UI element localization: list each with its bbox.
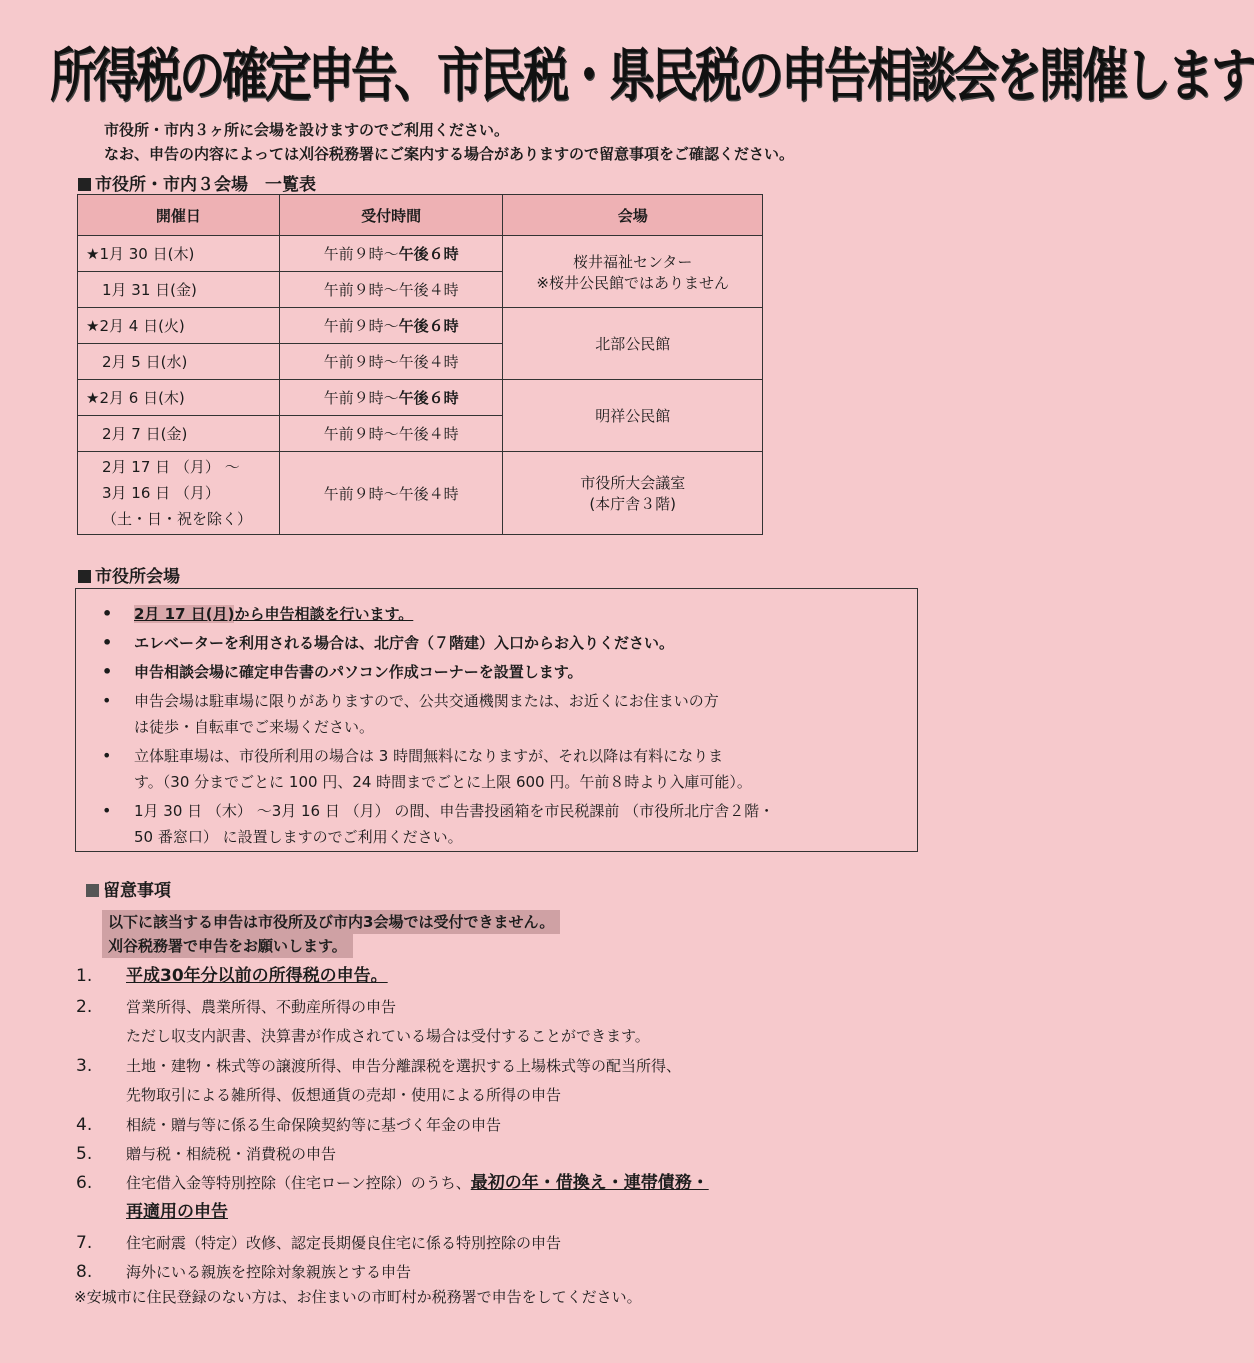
date-cell: ★1月 30 日(木) (78, 236, 280, 272)
city-hall-info-box (75, 588, 918, 852)
time-cell: 午前９時～午後４時 (279, 452, 503, 535)
list-item: 8. 海外にいる親族を控除対象親族とする申告 (76, 1262, 412, 1282)
date-cell: ★2月 6 日(木) (78, 380, 280, 416)
date-cell: 2月 17 日 （月） ～ 3月 16 日 （月） （土・日・祝を除く） (78, 452, 280, 535)
date-cell: ★2月 4 日(火) (78, 308, 280, 344)
table-row (78, 380, 763, 416)
list-item: 1. 平成30年分以前の所得税の申告。 (76, 966, 388, 986)
city-hall-section-heading: 市役所会場 (78, 562, 180, 587)
notice-line: 以下に該当する申告は市役所及び市内3会場では受付できません。 (102, 910, 560, 934)
list-item: 4. 相続・贈与等に係る生命保険契約等に基づく年金の申告 (76, 1115, 502, 1135)
table-row (78, 452, 763, 535)
time-cell: 午前９時～午後４時 (279, 344, 503, 380)
intro-line: なお、申告の内容によっては刈谷税務署にご案内する場合がありますので留意事項をご確認ください。 (104, 145, 795, 163)
venue-cell-meisho: 明祥公民館 (503, 380, 763, 452)
intro-text (104, 118, 794, 166)
venue-section-heading: 市役所・市内３会場 一覧表 (78, 170, 316, 195)
city-hall-bullet-list (96, 601, 906, 853)
list-item: • 申告相談会場に確定申告書のパソコン作成コーナーを設置します。 (96, 659, 906, 685)
time-cell: 午前９時～午後６時 (279, 308, 503, 344)
square-bullet-icon (78, 570, 91, 583)
time-cell: 午前９時～午後６時 (279, 380, 503, 416)
list-item: • エレベーターを利用される場合は、北庁舎（７階建）入口からお入りください。 (96, 630, 906, 656)
date-cell: 2月 7 日(金) (78, 416, 280, 452)
column-header-venue: 会場 (503, 195, 763, 236)
list-item: • 申告会場は駐車場に限りがありますので、公共交通機関または、お近くにお住まいの方 は徒歩・自転車でご来場ください。 (96, 688, 906, 740)
square-bullet-icon (86, 884, 99, 897)
venue-cell-sakurai: 桜井福祉センター ※桜井公民館ではありません (503, 236, 763, 308)
venue-cell-city-hall: 市役所大会議室 (本庁舎３階) (503, 452, 763, 535)
notes-list (72, 962, 912, 1287)
venue-table (77, 194, 763, 535)
table-header-row (78, 195, 763, 236)
table-row (78, 308, 763, 344)
list-item: • 1月 30 日 （木） ～3月 16 日 （月） の間、申告書投函箱を市民税課前 （市役所北庁舎２階・ 50 番窓口） に設置しますのでご利用ください。 (96, 798, 906, 850)
date-cell: 2月 5 日(水) (78, 344, 280, 380)
list-item: • 2月 17 日(月)から申告相談を行います。 (96, 601, 906, 627)
date-cell: 1月 31 日(金) (78, 272, 280, 308)
time-cell: 午前９時～午後６時 (279, 236, 503, 272)
page-title: 所得税の確定申告、市民税・県民税の申告相談会を開催します (50, 41, 1254, 109)
notes-section-heading: 留意事項 (86, 876, 171, 901)
list-item: 2. 営業所得、農業所得、不動産所得の申告 ただし収支内訳書、決算書が作成されている場合は受付することができます。 (76, 997, 650, 1045)
venue-cell-hokubu: 北部公民館 (503, 308, 763, 380)
list-item: 6. 住宅借入金等特別控除（住宅ローン控除）のうち、最初の年・借換え・連帯債務・ 再適用の申告 (76, 1173, 709, 1222)
notice-text (102, 910, 560, 958)
list-item: 7. 住宅耐震（特定）改修、認定長期優良住宅に係る特別控除の申告 (76, 1233, 562, 1253)
table-row (78, 236, 763, 272)
square-bullet-icon (78, 178, 91, 191)
list-item: 3. 土地・建物・株式等の譲渡所得、申告分離課税を選択する上場株式等の配当所得、 先物取引による雑所得、仮想通貨の売却・使用による所得の申告 (76, 1056, 682, 1104)
time-cell: 午前９時～午後４時 (279, 416, 503, 452)
time-cell: 午前９時～午後４時 (279, 272, 503, 308)
intro-line: 市役所・市内３ヶ所に会場を設けますのでご利用ください。 (104, 121, 510, 139)
list-item: • 立体駐車場は、市役所利用の場合は 3 時間無料になりますが、それ以降は有料になりま す。（30 分までごとに 100 円、24 時間までごとに上限 600 円。午前８時より入庫可能）。 (96, 743, 906, 795)
list-item: 5. 贈与税・相続税・消費税の申告 (76, 1144, 337, 1164)
footnote: ※安城市に住民登録のない方は、お住まいの市町村か税務署で申告をしてください。 (74, 1288, 642, 1306)
column-header-time: 受付時間 (279, 195, 503, 236)
column-header-date: 開催日 (78, 195, 280, 236)
notice-line: 刈谷税務署で申告をお願いします。 (102, 934, 353, 958)
